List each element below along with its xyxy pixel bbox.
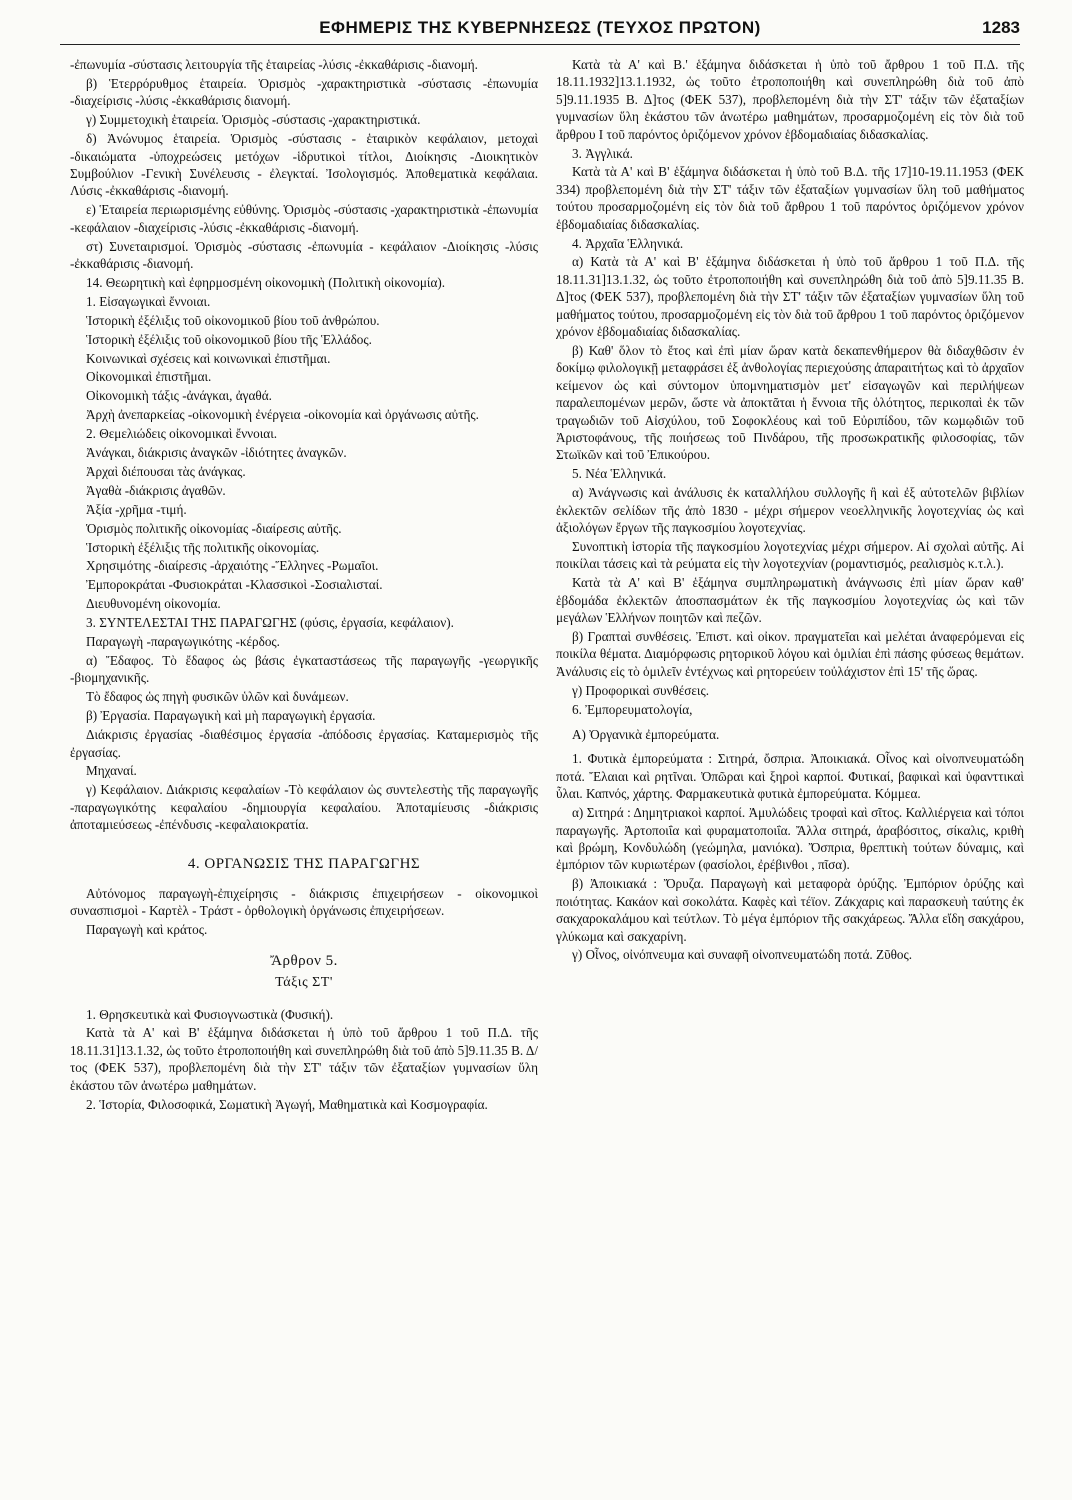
paragraph: δ) Ἀνώνυμος ἑταιρεία. Ὁρισμὸς -σύστασις - ἑταιρικὸν κεφάλαιον, μετοχαὶ -δικαιώματα -ὑποχρεώσεις μετόχων -ἱδρυτικοὶ τίτλοι, Διοίκησις -Διοικητικὸν Συμβούλιον -Γενικὴ Συνέλευσις - ἐλεγκταί. Ἰσολογισμός. Ἀποθεματικὰ κεφάλαια. Λύσις -ἐκκαθάρισις -διανομή. xyxy=(70,131,538,199)
paragraph: Χρησιμότης -διαίρεσις -ἀρχαιότης -Ἕλληνες -Ρωμαῖοι. xyxy=(86,558,379,574)
paragraph: Ἀγαθὰ -διάκρισις ἀγαθῶν. xyxy=(86,482,226,498)
paragraph: β) Γραπταὶ συνθέσεις. Ἐπιστ. καὶ οἰκον. πραγματεῖαι καὶ μελέται ἀναφερόμεναι εἰς ποικίλα θέματα. Διαμόρφωσις ρητορικοῦ λόγου καὶ ὁμιλίαι ἐπὶ πάσης φύσεως θεμάτων. Ἀνάλυσις εἰς τὸ ὁμιλεῖν ἐντέχνως καὶ ρητορεύειν τοὐλάχιστον ἐπὶ 15' τῆς ὥρας. xyxy=(556,629,1024,679)
paragraph: β) Ἐργασία. Παραγωγικὴ καὶ μὴ παραγωγικὴ ἐργασία. xyxy=(86,708,376,724)
subject-heading: 5. Νέα Ἑλληνικά. xyxy=(572,466,667,482)
paragraph: Κατὰ τὰ Α' καὶ Β' ἑξάμηνα συμπληρωματικὴ ἀνάγνωσις ἐπὶ μίαν ὥραν καθ' ἑβδομάδα ἐκλεκτῶν ἀποσπασμάτων ἐκ τῆς παγκοσμίου λογοτεχνίας ὡς καὶ τῶν μεγάλων Ἑλλήνων ποιητῶν καὶ πεζῶν. xyxy=(556,575,1024,626)
paragraph: Ἀρχὴ ἀνεπαρκείας -οἰκονομικὴ ἐνέργεια -οἰκονομία καὶ ὀργάνωσις αὐτῆς. xyxy=(86,407,479,423)
paragraph: Ἀνάγκαι, διάκρισις ἀναγκῶν -ἰδιότητες ἀναγκῶν. xyxy=(86,445,347,461)
paragraph: 2. Ἱστορία, Φιλοσοφικά, Σωματικὴ Ἀγωγή, Μαθηματικὰ καὶ Κοσμογραφία. xyxy=(86,1096,488,1112)
paragraph: Συνοπτικὴ ἱστορία τῆς παγκοσμίου λογοτεχνίας μέχρι σήμερον. Αἱ σχολαὶ αὐτῆς. Αἱ ποικίλαι τάσεις καὶ τὰ ρεύματα εἰς τὴν λογοτεχνίαν (ρομαντισμός, ρεαλισμὸς κ.τ.λ.). xyxy=(556,538,1024,572)
subject-heading: 3. Ἀγγλικά. xyxy=(572,145,633,161)
paragraph: β) Ἀποικιακά : Ὄρυζα. Παραγωγὴ καὶ μεταφορὰ ὀρύζης. Ἐμπόριον ὀρύζης καὶ ποιότητας. Κακάον καὶ σοκολάτα. Καφὲς καὶ τέϊον. Ζάκχαρις καὶ παρασκευὴ ταύτης ἐκ σακχαροκαλάμου καὶ τεύτλων. Τὸ μέγα ἐμπόριον τῆς σακχάρεως. Ἄλλα εἴδη σακχάρου, γλύκωμα καὶ σακχαρίνη. xyxy=(556,876,1024,944)
section-heading-4: 4. ΟΡΓΑΝΩΣΙΣ ΤΗΣ ΠΑΡΑΓΩΓΗΣ xyxy=(187,855,421,872)
paragraph: Τὸ ἔδαφος ὡς πηγὴ φυσικῶν ὑλῶν καὶ δυνάμεων. xyxy=(86,689,349,705)
paragraph: Ἱστορικὴ ἐξέλιξις τῆς πολιτικῆς οἰκονομίας. xyxy=(86,539,320,555)
paragraph: Ἐμποροκράται -Φυσιοκράται -Κλασσικοὶ -Σοσιαλισταί. xyxy=(86,577,383,593)
paragraph: στ) Συνεταιρισμοί. Ὁρισμὸς -σύστασις -ἐπωνυμία - κεφάλαιον -Διοίκησις -λύσις -ἐκκαθάρισις -διανομή. xyxy=(70,238,538,271)
paragraph: ε) Ἑταιρεία περιωρισμένης εὐθύνης. Ὁρισμὸς -σύστασις -χαρακτηριστικὰ -ἐπωνυμία -κεφάλαιον -διαχείρισις -λύσις -ἐκκαθάρισις -διανομή. xyxy=(70,202,538,235)
paragraph: β) Ἑτερρόρυθμος ἑταιρεία. Ὁρισμὸς -χαρακτηριστικὰ -σύστασις -ἐπωνυμία -διαχείρισις -λύσις -ἐκκαθάρισις διανομή. xyxy=(70,75,538,109)
gazette-title: ΕΦΗΜΕΡΙΣ ΤΗΣ ΚΥΒΕΡΝΗΣΕΩΣ (ΤΕΥΧΟΣ ΠΡΩΤΟΝ) xyxy=(319,18,761,37)
paragraph: β) Καθ' ὅλον τὸ ἔτος καὶ ἐπὶ μίαν ὥραν κατὰ δεκαπενθήμερον θὰ διδαχθῶσιν ἐν δοκίμῳ φιλολογικῇ μεταφράσει ἐξ ἀνθολογίας περιεχούσης ἀπαραιτήτως καὶ τὸ ἀρχαῖον κείμενον ὡς καὶ σύντομον ὑπομνηματισμὸν μετ' εἰσαγωγῶν καὶ περιλήψεων παραλειπομένων μερῶν, ὥστε νὰ ἀποκτᾶται ἡ ἔννοια τῆς ὁλότητος, περικοπαὶ ἐκ τῶν τραγωδιῶν τοῦ Αἰσχύλου, τοῦ Σοφοκλέους καὶ τοῦ Εὐριπίδου, τῶν κωμῳδιῶν τοῦ Ἀριστοφάνους, τῆς ποιήσεως τοῦ Πινδάρου, τῆς προσωκρατικῆς φιλοσοφίας, τῶν Στωϊκῶν καὶ τοῦ Ἐπικούρου. xyxy=(556,343,1024,463)
paragraph: -ἐπωνυμία -σύστασις λειτουργία τῆς ἑταιρείας -λύσις -ἐκκαθάρισις -διανομή. xyxy=(70,57,478,72)
paragraph: α) Κατὰ τὰ Α' καὶ Β' ἑξάμηνα διδάσκεται ἡ ὑπὸ τοῦ ἄρθρου 1 τοῦ Π.Δ. τῆς 18.11.31]13.1.32, ὡς τοῦτο ἐτροποποιήθη καὶ συνεπληρώθη διὰ τοῦ ἀπὸ 5]9.11.35 Β. Δ]τος (ΦΕΚ 537), προβλεπομένη διὰ τὴν ΣΤ' τάξιν τῶν ἐξαταξίων γυμνασίων ὕλη τοῦ μαθήματος τούτου, προσαρμοζομένη εἰς τὸν διὰ τοῦ ἄρθρου 1 τοῦ παρόντος ὁριζόμενον χρόνον ἑβδομαδιαίας διδασκαλίας. xyxy=(556,254,1024,340)
paragraph: 1. Φυτικὰ ἐμπορεύματα : Σιτηρά, ὄσπρια. Ἀποικιακά. Οἶνος καὶ οἰνοπνευματώδη ποτά. Ἔλαιαι καὶ ρητῖναι. Ὀπῶραι καὶ ξηροὶ καρποί. Φυτικαί, βαφικαὶ καὶ ὑφανττικαὶ ὗλαι. Καπνός, χάρτης. Φαρμακευτικὰ φυτικὰ ἐμπορεύματα. Κόμμεα. xyxy=(556,751,1024,802)
paragraph: Διάκρισις ἐργασίας -διαθέσιμος ἐργασία -ἀπόδοσις ἐργασίας. Καταμερισμὸς τῆς ἐργασίας. xyxy=(70,727,538,760)
paragraph: Παραγωγὴ -παραγωγικότης -κέρδος. xyxy=(86,634,280,650)
paragraph: Ἀξία -χρῆμα -τιμή. xyxy=(86,501,187,517)
paragraph: 1. Εἰσαγωγικαὶ ἔννοιαι. xyxy=(86,293,211,309)
subject-heading: 4. Ἀρχαῖα Ἑλληνικά. xyxy=(572,235,684,251)
paragraph: Μηχαναί. xyxy=(86,763,137,779)
paragraph: Ἱστορικὴ ἐξέλιξις τοῦ οἰκονομικοῦ βίου τῆς Ἑλλάδος. xyxy=(86,331,372,347)
paragraph: γ) Κεφάλαιον. Διάκρισις κεφαλαίων -Τὸ κεφάλαιον ὡς συντελεστὴς τῆς παραγωγῆς -παραγωγικότης κεφαλαίου -δημιουργία κεφαλαίου. Ἀποταμίευσις -διάκρισις ἀποταμιεύσεως -ἐπένδυσις -κεφαλαιοκρατία. xyxy=(70,782,538,833)
paragraph: 1. Θρησκευτικὰ καὶ Φυσιογνωστικὰ (Φυσική). xyxy=(86,1006,334,1022)
section-heading-3: 3. ΣΥΝΤΕΛΕΣΤΑΙ ΤΗΣ ΠΑΡΑΓΩΓΗΣ (φύσις, ἐργασία, κεφάλαιον). xyxy=(86,615,454,631)
paragraph: Ἱστορικὴ ἐξέλιξις τοῦ οἰκονομικοῦ βίου τοῦ ἀνθρώπου. xyxy=(86,312,380,328)
left-column xyxy=(70,56,538,1114)
paragraph: Κατὰ τὰ Α' καὶ Β' ἑξάμηνα διδάσκεται ἡ ὑπὸ τοῦ Β.Δ. τῆς 17]10-19.11.1953 (ΦΕΚ 334) προβλεπομένη διὰ τὴν ΣΤ' τάξιν τῶν ἐξαταξίων γυμνασίων ὕλη τοῦ μαθήματος τούτου προσαρμοζομένη εἰς τὸν διὰ τοῦ ἄρθρου 1 τοῦ παρόντος ὁριζόμενον χρόνον ἑβδομαδιαίας διδασκαλίας. xyxy=(556,164,1024,232)
paragraph: 2. Θεμελιώδεις οἰκονομικαὶ ἔννοιαι. xyxy=(86,426,278,442)
paragraph: α) Σιτηρά : Δημητριακοὶ καρποί. Ἀμυλώδεις τροφαὶ καὶ σῖτος. Καλλιέργεια καὶ τόποι παραγωγῆς. Ἀρτοποιΐα καὶ φυραματοποιΐα. Ἄλλα σιτηρά, ἀραβόσιτος, σίκαλις, κριθὴ καὶ βρώμη, Κονδυλώδη (γεώμηλα, μανιόκα). Ὄσπρια, θρεπτικὴ τούτων δύναμις, καὶ ἐμπόριον τῶν κυριωτέρων (φασίολοι, ἐρέβινθοι , πῖσα). xyxy=(556,805,1024,873)
paragraph: Κοινωνικαὶ σχέσεις καὶ κοινωνικαὶ ἐπιστῆμαι. xyxy=(86,350,331,366)
paragraph: Παραγωγὴ καὶ κράτος. xyxy=(86,922,208,938)
paragraph: α) Ἔδαφος. Τὸ ἔδαφος ὡς βάσις ἐγκαταστάσεως τῆς παραγωγῆς -γεωργικῆς -βιομηχανικῆς. xyxy=(70,653,538,686)
paragraph: Οἰκονομικὴ τάξις -ἀνάγκαι, ἀγαθά. xyxy=(86,388,272,404)
paragraph: Ἀρχαὶ διέπουσαι τὰς ἀνάγκας. xyxy=(86,463,246,479)
paragraph: γ) Προφορικαὶ συνθέσεις. xyxy=(572,682,710,698)
page-number: 1283 xyxy=(982,18,1020,37)
right-column xyxy=(556,56,1024,965)
paragraph: 14. Θεωρητικὴ καὶ ἐφηρμοσμένη οἰκονομικὴ (Πολιτικὴ οἰκονομία). xyxy=(86,274,446,290)
paragraph: Κατὰ τὰ Α' καὶ Β.' ἑξάμηνα διδάσκεται ἡ ὑπὸ τοῦ ἄρθρου 1 τοῦ Π.Δ. τῆς 18.11.1932]13.1.1932, ὡς τοῦτο ἐτροποποιήθη καὶ συνεπληρώθη διὰ τοῦ ἀπὸ 5]9.11.1935 Β. Δ]τος (ΦΕΚ 537), προβλεπομένη διὰ τὴν ΣΤ' τάξιν τῶν ἐξαταξίων γυμνασίων ὕλη ἑκάστου τῶν ἀνωτέρω μαθημάτων, προσαρμοζομένη εἰς τὸν διὰ τοῦ ἄρθρου Ι τοῦ παρόντος ὁριζόμενον χρόνον ἑβδομαδιαίας διδασκαλίας. xyxy=(556,57,1024,142)
article-title: Ἄρθρον 5. xyxy=(270,952,338,969)
paragraph: Αὐτόνομος παραγωγὴ-ἐπιχείρησις - διάκρισις ἐπιχειρήσεων - οἰκονομικοὶ συνασπισμοὶ - Καρτὲλ - Τράστ - ὀρθολογικὴ ὀργάνωσις ἐπιχειρήσεων. xyxy=(70,885,538,919)
subject-heading: Α) Ὀργανικὰ ἐμπορεύματα. xyxy=(572,726,720,742)
paragraph: Διευθυνομένη οἰκονομία. xyxy=(86,596,221,612)
paragraph: Οἰκονομικαὶ ἐπιστῆμαι. xyxy=(86,369,212,385)
paragraph: γ) Οἶνος, οἰνόπνευμα καὶ συναφῆ οἰνοπνευματώδη ποτά. Ζῦθος. xyxy=(572,947,913,963)
paragraph: α) Ἀνάγνωσις καὶ ἀνάλυσις ἐκ καταλλήλου συλλογῆς ἢ καὶ ἐξ αὐτοτελῶν βιβλίων ἐκλεκτῶν σελίδων τῆς ἀπὸ 1830 - μέχρι σήμερον νεοελληνικῆς λογοτεχνίας ὡς καὶ ἀξιολόγων ἔργων τῆς παγκοσμίου λογοτεχνίας. xyxy=(556,485,1024,536)
page-header xyxy=(60,18,1020,45)
article-subtitle: Τάξις ΣΤ' xyxy=(275,975,333,991)
paragraph: Κατὰ τὰ Α' καὶ Β' ἑξάμηνα διδάσκεται ἡ ὑπὸ τοῦ ἄρθρου 1 τοῦ Π.Δ. τῆς 18.11.31]13.1.32, ὡς τοῦτο ἐτροποποιήθη καὶ συνεπληρώθη διὰ τοῦ ἀπὸ 5]9.11.35 Β. Δ/τος (ΦΕΚ 537), προβλεπομένη διὰ τὴν ΣΤ' τάξιν τῶν ἐξαταξίων γυμνασίων ὕλη ἑκάστου τῶν ἀνωτέρω μαθημάτων. xyxy=(70,1025,538,1093)
subject-heading: 6. Ἐμπορευματολογία, xyxy=(572,701,693,717)
paragraph: Ὁρισμὸς πολιτικῆς οἰκονομίας -διαίρεσις αὐτῆς. xyxy=(86,520,342,536)
paragraph: γ) Συμμετοχικὴ ἑταιρεία. Ὁρισμὸς -σύστασις -χαρακτηριστικά. xyxy=(86,112,421,128)
